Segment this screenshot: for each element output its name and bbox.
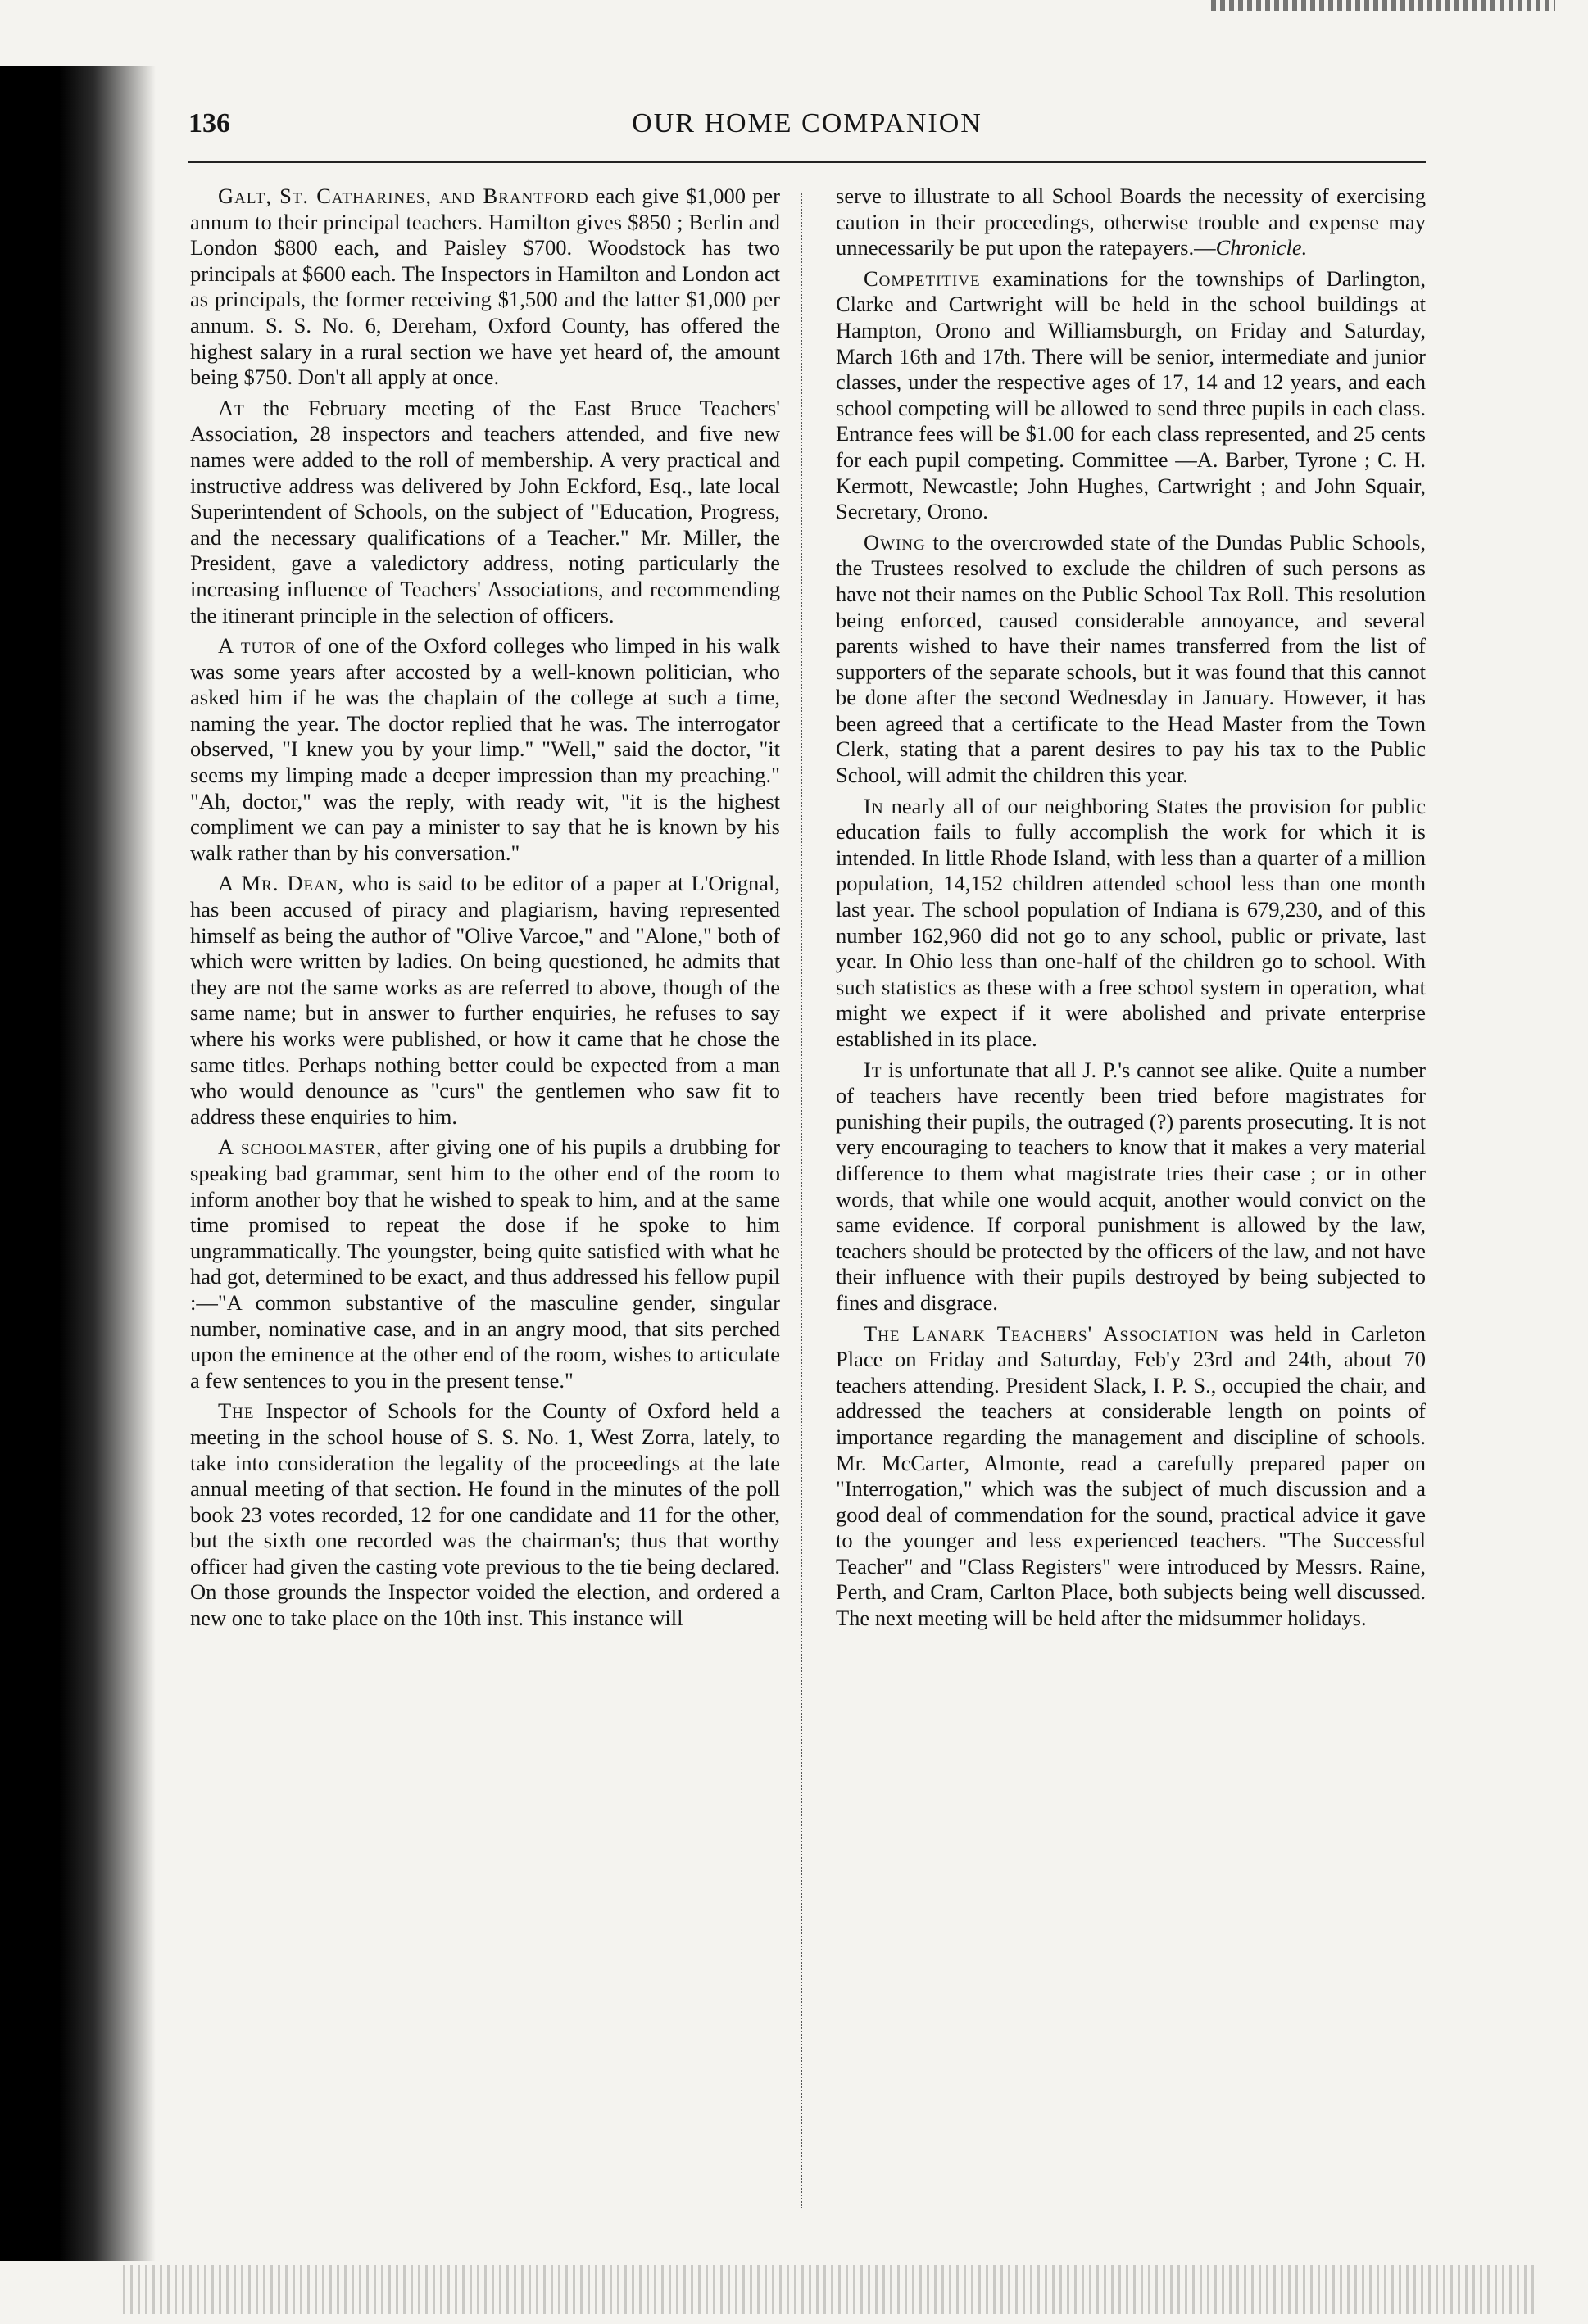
paragraph-text: who is said to be editor of a paper at L'Orignal, has been accused of piracy and plagiarism, having represented himself as being the author of "Olive Varcoe," and "Alone," both of which were written by ladies. On being questioned, he admits that they are not the same works as are referred to above, though of the same name; but in answer to further enquiries, he refuses to say where his works were published, or how it came that he chose the same titles. Perhaps nothing better could be expected from a man who would denounce as "curs" the gentlemen who saw fit to address these enquiries to him. bbox=[190, 871, 780, 1129]
news-paragraph bbox=[836, 530, 1426, 789]
news-paragraph bbox=[836, 183, 1426, 261]
paragraph-lead: A tutor bbox=[218, 633, 297, 659]
paragraph-text: to the overcrowded state of the Dundas Public Schools, the Trustees resolved to exclude the children of such persons as have not their names on the Public School Tax Roll. This resolution being enforced, caused considerable annoyance, and several parents wished to have their names transferred from the list of supporters of the separate schools, but it was found that this cannot be done after the second Wednesday in January. However, it has been agreed that a certificate to the Head Master from the Town Clerk, stating that a parent desires to pay his tax to the Public School, will admit the children this year. bbox=[836, 529, 1426, 788]
paragraph-text: Inspector of Schools for the County of Oxford held a meeting in the school house of S. S. No. 1, West Zorra, lately, to take into consideration the legality of the proceedings at the late annual meeting of that section. He found in the minutes of the poll book 23 votes recorded, 12 for one candidate and 11 for the other, but the sixth one recorded was the chairman's; thus that worthy officer had given the casting vote previous to the tie being declared. On those grounds the Inspector voided the election, and ordered a new one to take place on the 10th inst. This instance will bbox=[190, 1398, 780, 1631]
right-column bbox=[836, 183, 1426, 2215]
page-number: 136 bbox=[188, 108, 230, 138]
paragraph-lead: In bbox=[864, 793, 884, 818]
news-paragraph bbox=[836, 266, 1426, 525]
scan-noise-top bbox=[1211, 0, 1555, 11]
binding-shadow bbox=[0, 66, 156, 2261]
paragraph-text: after giving one of his pupils a drubbing for speaking bad grammar, sent him to the other end of the room to inform another boy that he wished to speak to him, and at the same time promised to repeat the dose if he spoke to him ungrammatically. The youngster, being quite satisfied with what he had got, determined to be exact, and thus addressed his fellow pupil :—"A common substantive of the masculine gender, singular number, nominative case, and in an angry mood, that sits perched upon the eminence at the other end of the room, wishes to articulate a few sentences to you in the present tense." bbox=[190, 1135, 780, 1393]
news-paragraph bbox=[836, 1058, 1426, 1316]
paragraph-lead: A schoolmaster, bbox=[218, 1135, 383, 1160]
paragraph-lead: A Mr. Dean, bbox=[218, 871, 345, 896]
paragraph-lead: Competitive bbox=[864, 265, 981, 291]
paragraph-text: each give $1,000 per annum to their principal teachers. Hamilton gives $850 ; Berlin and London $800 each, and Paisley $700. Woodstock has two principals at $600 each. The Inspectors in Hamilton and London act as principals, the former receiving $1,500 and the latter $1,000 per annum. S. S. No. 6, Dereham, Oxford County, has offered the highest salary in a rural section we have yet heard of, the amount being $750. Don't all apply at once. bbox=[190, 183, 780, 390]
paragraph-text: of one of the Oxford colleges who limped in his walk was some years after accosted by a well-known politician, who asked him if he was the chaplain of the college at such a time, naming the year. The doctor replied that he was. The interrogator observed, "I knew you by your limp." "Well," said the doctor, "it seems my limping made a deeper impression than my preaching." "Ah, doctor," was the reply, with ready wit, "it is the highest compliment we can pay a minister to say that he is known by his walk rather than by his conversation." bbox=[190, 633, 780, 865]
left-column bbox=[190, 183, 780, 2215]
paragraph-lead: It bbox=[864, 1057, 882, 1082]
paragraph-lead: Galt, St. Catharines, and Brantford bbox=[218, 183, 589, 208]
paragraph-text: was held in Carleton Place on Friday and Saturday, Feb'y 23rd and 24th, about 70 teachers attending. President Slack, I. P. S., occupied the chair, and addressed the teachers at considerable length on points of importance regarding the management and discipline of schools. Mr. McCarter, Almonte, read a carefully prepared paper on "Interrogation," which was the subject of much discussion and a good deal of commendation for the sound, practical advice it gave to the younger and less experienced teachers. "The Successful Teacher" and "Class Registers" were introduced by Messrs. Raine, Perth, and Cram, Carlton Place, both subjects being well discussed. The next meeting will be held after the midsummer holidays. bbox=[836, 1321, 1426, 1631]
article-columns bbox=[190, 183, 1426, 2215]
news-paragraph bbox=[190, 1135, 780, 1393]
paragraph-lead: The Lanark Teachers' Association bbox=[864, 1321, 1219, 1346]
paragraph-text: is unfortunate that all J. P.'s cannot see alike. Quite a number of teachers have recently been tried before magistrates for punishing their pupils, the outraged (?) parents prosecuting. It is not very encouraging to teachers to know that it makes a very material difference to them what magistrate tries their case ; or in other words, that while one would acquit, another would convict on the same evidence. If corporal punishment is allowed by the law, teachers should be protected by the officers of the law, and not have their influence with their pupils destroyed by being subjected to fines and disgrace. bbox=[836, 1057, 1426, 1315]
news-paragraph bbox=[190, 633, 780, 866]
news-paragraph bbox=[836, 794, 1426, 1053]
running-title: OUR HOME COMPANION bbox=[632, 108, 982, 138]
news-paragraph bbox=[190, 871, 780, 1130]
news-paragraph bbox=[836, 1321, 1426, 1632]
source-credit: Chronicle. bbox=[1215, 235, 1308, 260]
page-header bbox=[188, 108, 1426, 149]
news-paragraph bbox=[190, 396, 780, 628]
news-paragraph bbox=[190, 183, 780, 391]
paragraph-text: the February meeting of the East Bruce Teachers' Association, 28 inspectors and teachers attended, and five new names were added to the roll of membership. A very practical and instructive address was delivered by John Eckford, Esq., late local Superintendent of Schools, on the subject of "Education, Progress, and the necessary qualifications of a Teacher." Mr. Miller, the President, gave a valedictory address, noting particularly the increasing influence of Teachers' Associations, and recommending the itinerant principle in the selection of officers. bbox=[190, 395, 780, 627]
paragraph-lead: Owing bbox=[864, 529, 926, 555]
header-rule bbox=[188, 161, 1426, 163]
paragraph-text: serve to illustrate to all School Boards the necessity of exercising caution in their proceedings, otherwise trouble and expense may unnecessarily be put upon the ratepayers.— bbox=[836, 183, 1426, 260]
paragraph-text: nearly all of our neighboring States the provision for public education fails to fully accomplish the work for which it is intended. In little Rhode Island, with less than a quarter of a million population, 14,152 children attended school less than one month last year. The school population of Indiana is 679,230, and of this number 162,960 did not go to any school, public or private, last year. In Ohio less than one-half of the children go to school. With such statistics as these with a free school system in operation, what might we expect if it were abolished and private enterprise established in its place. bbox=[836, 793, 1426, 1051]
paragraph-lead: The bbox=[218, 1398, 255, 1424]
scan-noise-bottom bbox=[123, 2265, 1539, 2314]
paragraph-lead: At bbox=[218, 395, 245, 420]
news-paragraph bbox=[190, 1398, 780, 1631]
paragraph-text: examinations for the townships of Darlington, Clarke and Cartwright will be held in the school buildings at Hampton, Orono and Williamsburgh, on Friday and Saturday, March 16th and 17th. There will be senior, intermediate and junior classes, under the respective ages of 17, 14 and 12 years, and each school competing will be allowed to send three pupils in each class. Entrance fees will be $1.00 for each class represented, and 25 cents for each pupil competing. Committee —A. Barber, Tyrone ; C. H. Kermott, Newcastle; John Hughes, Cartwright ; and John Squair, Secretary, Orono. bbox=[836, 265, 1426, 524]
